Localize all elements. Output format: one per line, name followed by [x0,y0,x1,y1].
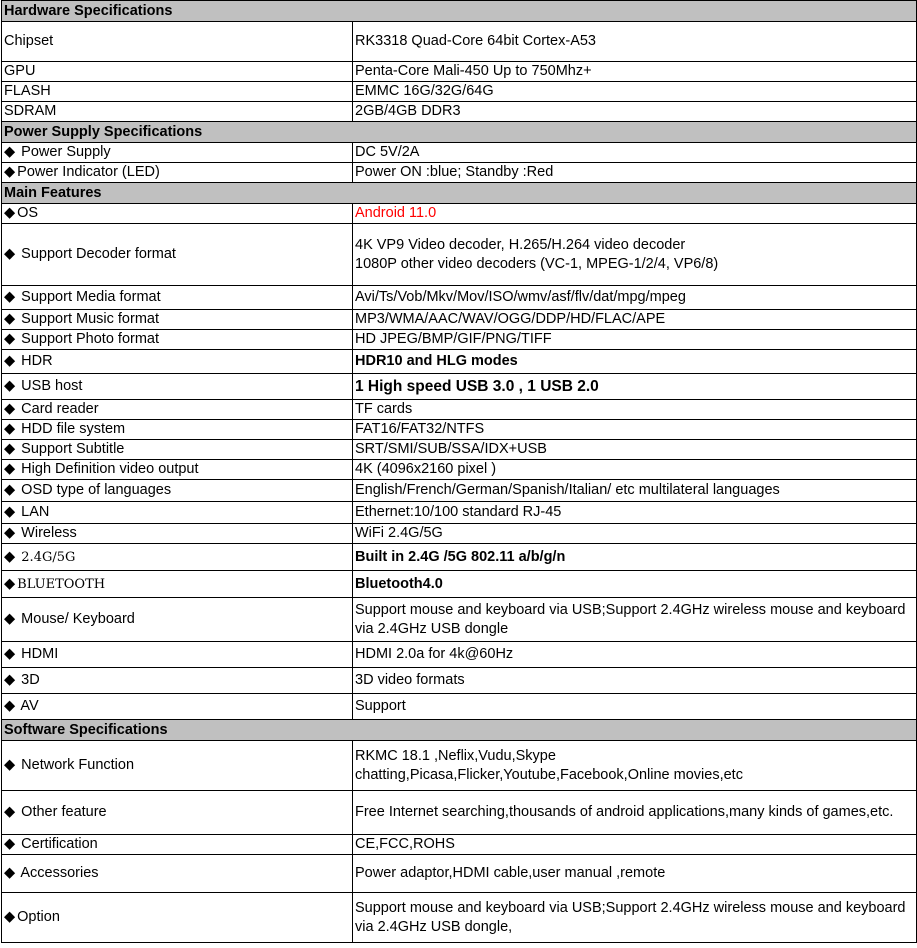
section-title-power: Power Supply Specifications [2,122,917,143]
row-value: 2GB/4GB DDR3 [353,102,917,122]
row-label-cell [2,571,353,598]
row-label-cell [2,642,353,668]
row-label: HDD file system [17,421,126,437]
row-label-cell [2,668,353,694]
row-value: 3D video formats [353,668,917,694]
row-value: 4K (4096x2160 pixel ) [353,460,917,480]
diamond-icon: ◆ [4,353,16,369]
diamond-icon: ◆ [4,525,16,541]
diamond-icon: ◆ [4,804,16,820]
table-row [2,22,917,62]
row-label-cell [2,224,353,286]
row-value: Built in 2.4G /5G 802.11 a/b/g/n [353,544,917,571]
table-row [2,502,917,524]
diamond-icon: ◆ [4,331,16,347]
row-label-cell [2,480,353,502]
row-label: Accessories [17,865,99,881]
row-value: 1 High speed USB 3.0 , 1 USB 2.0 [353,374,917,400]
row-label: Power Supply [17,144,111,160]
row-label: HDR [17,353,53,369]
table-row [2,855,917,893]
row-value: Avi/Ts/Vob/Mkv/Mov/ISO/wmv/asf/flv/dat/mpg/mpeg [353,286,917,310]
diamond-icon: ◆ [4,289,16,305]
row-value: MP3/WMA/AAC/WAV/OGG/DDP/HD/FLAC/APE [353,310,917,330]
row-label: Support Music format [17,311,159,327]
row-label: Wireless [17,525,77,541]
row-value-line: 4K VP9 Video decoder, H.265/H.264 video decoder [355,236,686,253]
diamond-icon: ◆ [4,311,16,327]
section-title-hardware: Hardware Specifications [2,1,917,22]
table-row [2,440,917,460]
diamond-icon: ◆ [4,441,16,457]
section-header-row [2,183,917,204]
row-label: Support Decoder format [17,246,176,262]
row-label-cell [2,544,353,571]
diamond-icon: ◆ [4,611,16,627]
row-label-cell [2,350,353,374]
table-row [2,400,917,420]
row-label-cell [2,741,353,791]
row-value: HDMI 2.0a for 4k@60Hz [353,642,917,668]
table-row [2,102,917,122]
row-value: Penta-Core Mali-450 Up to 750Mhz+ [353,62,917,82]
row-label-cell [2,598,353,642]
diamond-icon: ◆ [4,757,16,773]
row-value: Free Internet searching,thousands of android applications,many kinds of games,etc. [353,791,917,835]
diamond-icon: ◆ [4,378,16,394]
row-label-cell [2,524,353,544]
table-row [2,694,917,720]
table-row [2,286,917,310]
diamond-icon: ◆ [4,575,16,592]
row-label-cell [2,855,353,893]
row-label: Mouse/ Keyboard [17,611,135,627]
row-value: Power ON :blue; Standby :Red [353,163,917,183]
row-label: Support Media format [17,289,161,305]
row-label-cell [2,440,353,460]
table-row [2,544,917,571]
row-label: Support Subtitle [17,441,125,457]
row-label: High Definition video output [17,461,199,477]
diamond-icon: ◆ [4,144,16,160]
table-row [2,82,917,102]
row-value: Ethernet:10/100 standard RJ-45 [353,502,917,524]
table-row [2,460,917,480]
row-value-cell [353,741,917,791]
row-value: Bluetooth4.0 [353,571,917,598]
row-label: AV [17,698,39,714]
diamond-icon: ◆ [4,164,16,180]
table-row [2,893,917,943]
diamond-icon: ◆ [4,421,16,437]
row-value: FAT16/FAT32/NTFS [353,420,917,440]
table-row [2,62,917,82]
row-label-cell [2,163,353,183]
row-value: CE,FCC,ROHS [353,835,917,855]
section-title-software: Software Specifications [2,720,917,741]
diamond-icon: ◆ [4,698,16,714]
diamond-icon: ◆ [4,672,16,688]
row-label: 3D [17,672,40,688]
table-row [2,480,917,502]
row-value: Support mouse and keyboard via USB;Support 2.4GHz wireless mouse and keyboard via 2.4GHz USB dongle [353,598,917,642]
row-label: OSD type of languages [17,482,172,498]
row-value-line: RKMC 18.1 ,Neflix,Vudu,Skype [355,747,556,764]
row-label-cell [2,286,353,310]
row-label: LAN [17,504,50,520]
row-value: Support [353,694,917,720]
row-label: Power Indicator (LED) [17,164,160,180]
table-row [2,741,917,791]
row-label: FLASH [2,82,353,102]
row-label-cell [2,374,353,400]
diamond-icon: ◆ [4,909,16,925]
row-label-cell [2,310,353,330]
row-label-cell [2,204,353,224]
diamond-icon: ◆ [4,504,16,520]
row-value: Power adaptor,HDMI cable,user manual ,remote [353,855,917,893]
row-label: Chipset [2,22,353,62]
row-label: Network Function [17,757,135,773]
table-row [2,642,917,668]
row-label: GPU [2,62,353,82]
row-label: Support Photo format [17,331,160,347]
table-row [2,420,917,440]
table-row [2,571,917,598]
row-value: SRT/SMI/SUB/SSA/IDX+USB [353,440,917,460]
row-label-cell [2,143,353,163]
row-label: SDRAM [2,102,353,122]
row-value: TF cards [353,400,917,420]
row-label: Card reader [17,401,99,417]
row-label-cell [2,694,353,720]
diamond-icon: ◆ [4,401,16,417]
table-row [2,310,917,330]
row-label-cell [2,502,353,524]
row-value-cell [353,224,917,286]
row-value: HD JPEG/BMP/GIF/PNG/TIFF [353,330,917,350]
row-value: DC 5V/2A [353,143,917,163]
diamond-icon: ◆ [4,548,16,565]
table-row [2,224,917,286]
row-label-cell [2,330,353,350]
table-row [2,791,917,835]
row-value: EMMC 16G/32G/64G [353,82,917,102]
table-row [2,835,917,855]
row-label-cell [2,893,353,943]
table-row [2,668,917,694]
table-row [2,143,917,163]
table-row [2,374,917,400]
diamond-icon: ◆ [4,836,16,852]
table-row [2,350,917,374]
row-value: WiFi 2.4G/5G [353,524,917,544]
row-value: English/French/German/Spanish/Italian/ etc multilateral languages [353,480,917,502]
row-label-cell [2,460,353,480]
row-label-cell [2,835,353,855]
row-value: Support mouse and keyboard via USB;Support 2.4GHz wireless mouse and keyboard via 2.4GHz USB dongle, [353,893,917,943]
diamond-icon: ◆ [4,246,16,262]
row-label: Certification [17,836,98,852]
row-label: Other feature [17,804,107,820]
row-label-cell [2,791,353,835]
diamond-icon: ◆ [4,646,16,662]
row-label: HDMI [17,646,59,662]
row-value-line: 1080P other video decoders (VC-1, MPEG-1/2/4, VP6/8) [355,255,719,272]
diamond-icon: ◆ [4,865,16,881]
diamond-icon: ◆ [4,461,16,477]
row-value: HDR10 and HLG modes [353,350,917,374]
diamond-icon: ◆ [4,482,16,498]
row-label: BLUETOOTH [17,576,106,592]
specifications-table [1,0,917,943]
table-row [2,524,917,544]
diamond-icon: ◆ [4,205,16,221]
table-row [2,598,917,642]
row-value: RK3318 Quad-Core 64bit Cortex-A53 [353,22,917,62]
table-row [2,330,917,350]
row-label: OS [17,205,39,221]
section-header-row [2,1,917,22]
section-title-main-features: Main Features [2,183,917,204]
row-value: Android 11.0 [353,204,917,224]
row-label: USB host [17,378,83,394]
row-label-cell [2,420,353,440]
section-header-row [2,122,917,143]
row-value-line: chatting,Picasa,Flicker,Youtube,Facebook,Online movies,etc [355,766,743,783]
table-row [2,163,917,183]
row-label-cell [2,400,353,420]
row-label: 2.4G/5G [17,549,76,565]
section-header-row [2,720,917,741]
row-label: Option [17,909,60,925]
table-row [2,204,917,224]
